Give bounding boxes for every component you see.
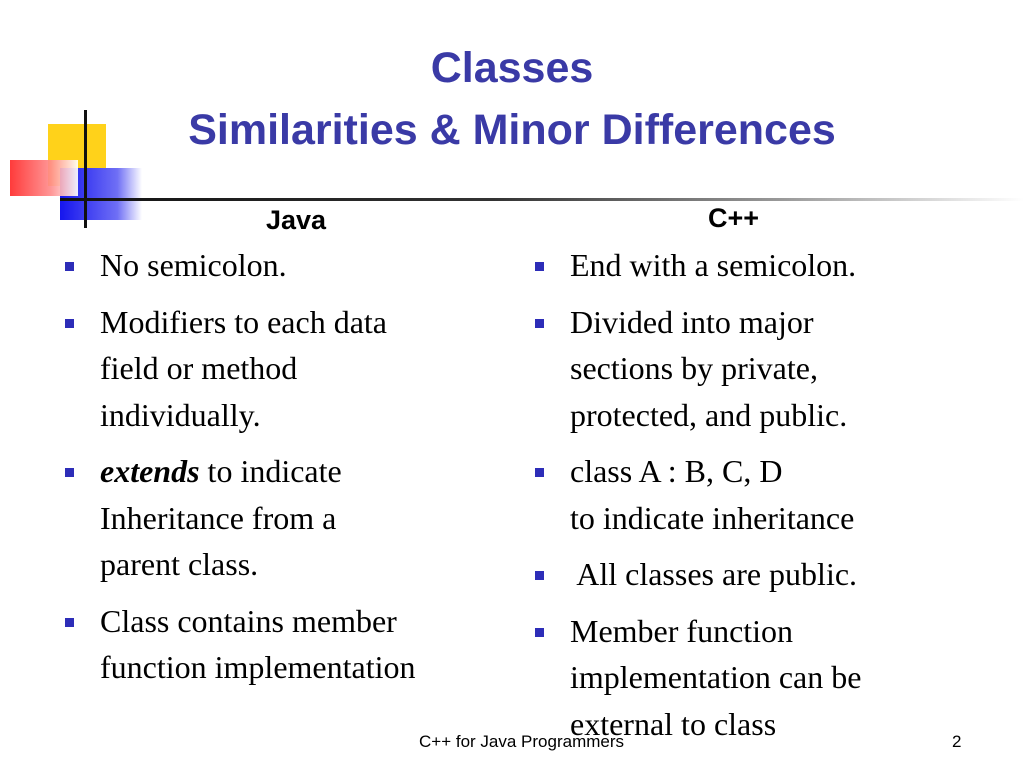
cpp-column-heading: C++ — [708, 203, 760, 233]
cpp-bullet-list — [532, 242, 982, 757]
cpp-item: End with a semicolon. — [532, 242, 982, 289]
java-item: extends to indicate Inheritance from a parent class. — [62, 448, 512, 588]
java-item: Class contains member function implementation — [62, 598, 512, 691]
slide-title: Classes — [430, 44, 594, 92]
bullet-square-icon — [535, 319, 544, 328]
java-column-heading: Java — [266, 205, 327, 235]
bullet-square-icon — [535, 468, 544, 477]
bullet-square-icon — [535, 628, 544, 637]
slide-subtitle: Similarities & Minor Differences — [188, 106, 836, 154]
bullet-square-icon — [65, 262, 74, 271]
cpp-item: class A : B, C, D to indicate inheritance — [532, 448, 982, 541]
bullet-square-icon — [65, 319, 74, 328]
title-divider — [60, 198, 1024, 201]
bullet-square-icon — [65, 618, 74, 627]
page-number: 2 — [952, 732, 962, 751]
java-item: Modifiers to each data field or method individually. — [62, 299, 512, 439]
bullet-square-icon — [535, 262, 544, 271]
extends-keyword: extends — [100, 453, 200, 489]
cpp-item: Member function implementation can be external to class — [532, 608, 982, 748]
cpp-item: Divided into major sections by private, protected, and public. — [532, 299, 982, 439]
cpp-item: All classes are public. — [532, 551, 982, 598]
bullet-square-icon — [65, 468, 74, 477]
footer-text: C++ for Java Programmers — [419, 732, 625, 751]
java-bullet-list — [62, 242, 512, 701]
java-item: No semicolon. — [62, 242, 512, 289]
bullet-square-icon — [535, 571, 544, 580]
